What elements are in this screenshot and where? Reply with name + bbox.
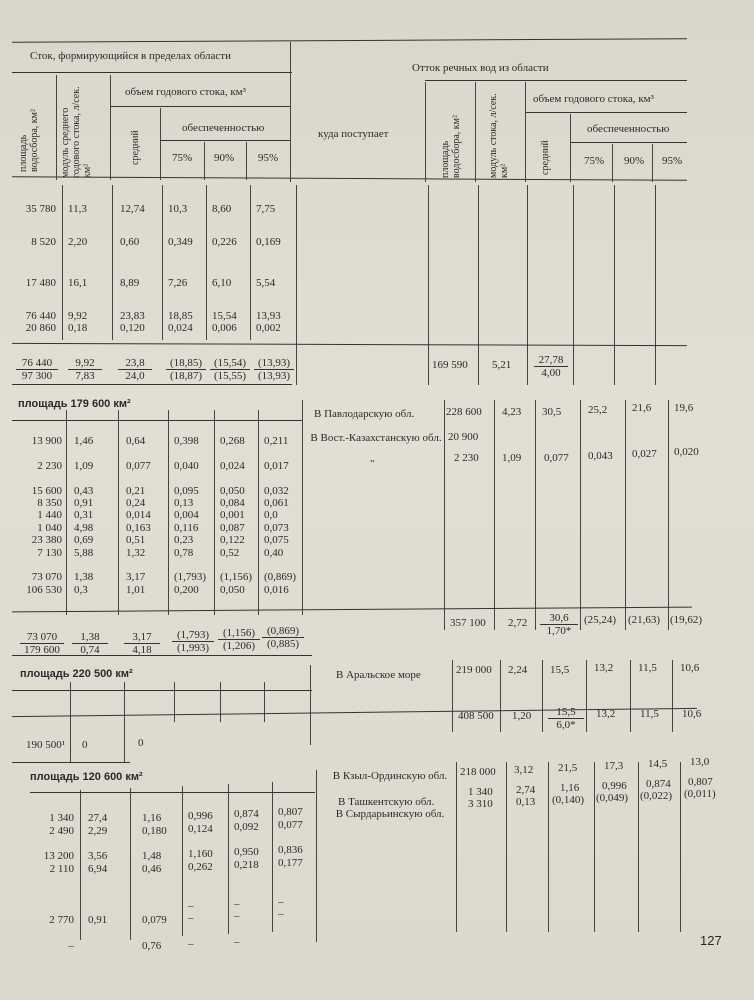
b1-out-area: 169 590 bbox=[432, 359, 468, 371]
b4-mean-column: 1,16 0,180 1,48 0,46 0,079 0,76 bbox=[142, 812, 167, 952]
b4-o-p95-3: (0,011) bbox=[684, 788, 716, 800]
col-rule bbox=[652, 144, 653, 182]
b1-p75-4: 18,85 bbox=[168, 310, 193, 322]
b1-total-p95: (13,93) (13,93) bbox=[254, 357, 294, 382]
col-rule bbox=[655, 185, 656, 385]
b4-o-p90-1: 14,5 bbox=[648, 758, 668, 770]
b2-p90-column: 0,268 0,024 0,050 0,084 0,001 0,087 0,122 0,52 (1,156) 0,050 bbox=[220, 435, 253, 596]
b1-area-4: 76 440 bbox=[25, 310, 56, 322]
header-rule-3 bbox=[160, 140, 290, 141]
b2-total-mean: 3,17 4,18 bbox=[124, 631, 160, 656]
col-rule bbox=[625, 400, 626, 630]
b1-p75-3: 7,26 bbox=[168, 277, 188, 289]
table-top-rule bbox=[12, 38, 687, 43]
col-rule bbox=[264, 682, 265, 722]
b1-bottom-rule bbox=[12, 384, 292, 385]
col-rule bbox=[527, 185, 528, 385]
col-rule bbox=[62, 185, 63, 340]
header-right-group: Отток речных вод из области bbox=[412, 62, 549, 74]
b4-dest-1: В Кзыл-Ординскую обл. bbox=[332, 770, 448, 782]
header-rule-1b bbox=[425, 80, 687, 81]
b1-mod-1: 11,3 bbox=[68, 203, 87, 215]
b1-total-mean: 23,8 24,0 bbox=[118, 357, 152, 382]
col-rule bbox=[316, 770, 317, 942]
b3-o-area: 219 000 bbox=[456, 664, 492, 676]
b1-total-p75: (18,85) (18,87) bbox=[166, 357, 206, 382]
col-rule bbox=[638, 762, 639, 932]
b3-title: площадь 220 500 км² bbox=[20, 668, 133, 680]
b1-p90-3: 6,10 bbox=[212, 277, 232, 289]
b1-p90-5: 0,006 bbox=[212, 322, 237, 334]
b1-mean-4: 23,83 bbox=[120, 310, 145, 322]
col-rule bbox=[66, 410, 67, 615]
b2-o-p95-2: 0,020 bbox=[674, 446, 699, 458]
b3-bottom-rule bbox=[12, 762, 130, 763]
col-rule bbox=[228, 784, 229, 934]
b1-out-mean: 27,78 4,00 bbox=[534, 354, 568, 379]
col-rule bbox=[452, 660, 453, 732]
col-rule bbox=[214, 410, 215, 615]
b3-t-out-mean: 15,5 6,0* bbox=[548, 706, 584, 731]
col-rule bbox=[258, 410, 259, 615]
b2-o-area-1: 228 600 bbox=[446, 406, 482, 418]
b2-dest-3: " bbox=[370, 458, 375, 470]
b4-o-area-2: 1 340 bbox=[468, 786, 493, 798]
col-rule bbox=[296, 185, 297, 385]
b2-o-p90-2: 0,027 bbox=[632, 448, 657, 460]
col-rule bbox=[594, 762, 595, 932]
b4-dest-2: В Ташкентскую обл. bbox=[338, 796, 435, 808]
b4-o-mod-3: 0,13 bbox=[516, 796, 536, 808]
b4-o-p75-1: 17,3 bbox=[604, 760, 624, 772]
b3-t-out-area: 408 500 bbox=[458, 710, 494, 722]
b2-mod-column: 1,46 1,09 0,43 0,91 0,31 4,98 0,69 5,88 1,38 0,3 bbox=[74, 435, 94, 596]
b1-p90-1: 8,60 bbox=[212, 203, 232, 215]
b3-top-rule bbox=[12, 690, 312, 691]
col-rule bbox=[272, 782, 273, 932]
col-rule bbox=[290, 42, 291, 182]
b3-row-mod: 0 bbox=[82, 739, 88, 751]
b3-o-mean: 15,5 bbox=[550, 664, 570, 676]
b4-o-p90-3: (0,022) bbox=[640, 790, 673, 802]
col-rule bbox=[182, 786, 183, 936]
b2-o-area-3: 2 230 bbox=[454, 452, 479, 464]
b4-o-mean-1: 21,5 bbox=[558, 762, 578, 774]
b1-area-3: 17 480 bbox=[25, 277, 56, 289]
col-rule bbox=[160, 108, 161, 180]
b2-t-out-p95: (19,62) bbox=[670, 614, 703, 626]
col-rule bbox=[310, 665, 311, 745]
header-p95-left: 95% bbox=[258, 152, 279, 164]
header-modulus-right: модуль стока, л/сек. км² bbox=[488, 93, 510, 178]
b3-o-p95: 10,6 bbox=[680, 662, 700, 674]
b2-o-p95-1: 19,6 bbox=[674, 402, 694, 414]
col-rule bbox=[302, 400, 303, 615]
b3-o-mod: 2,24 bbox=[508, 664, 528, 676]
col-rule bbox=[220, 682, 221, 722]
b2-o-mod-1: 4,23 bbox=[502, 406, 522, 418]
col-rule bbox=[500, 660, 501, 732]
header-p75-right: 75% bbox=[584, 155, 605, 167]
b1-mean-5: 0,120 bbox=[120, 322, 145, 334]
b2-total-mod: 1,38 0,74 bbox=[72, 631, 108, 656]
b2-t-out-area: 357 100 bbox=[450, 617, 486, 629]
b1-p75-1: 10,3 bbox=[168, 203, 188, 215]
b1-p95-1: 7,75 bbox=[256, 203, 276, 215]
header-bottom-rule bbox=[12, 176, 687, 181]
b4-o-mean-2: 1,16 bbox=[560, 782, 580, 794]
b2-o-area-2: 20 900 bbox=[448, 431, 479, 443]
b2-total-p95: (0,869) (0,885) bbox=[262, 625, 304, 650]
b1-mean-2: 0,60 bbox=[120, 236, 140, 248]
col-rule bbox=[680, 762, 681, 932]
header-mean-right: средний bbox=[540, 140, 551, 175]
col-rule bbox=[668, 400, 669, 630]
b4-p90-column: 0,874 0,092 0,950 0,218 – – – bbox=[234, 808, 259, 948]
col-rule bbox=[112, 185, 113, 340]
col-rule bbox=[525, 82, 526, 182]
header-area-right: площадь водосбора, км² bbox=[440, 115, 462, 178]
b2-total-p75: (1,793) (1,993) bbox=[172, 629, 214, 654]
b1-mean-1: 12,74 bbox=[120, 203, 145, 215]
b4-p95-column: 0,807 0,077 0,836 0,177 – – bbox=[278, 806, 303, 921]
header-rule-3b bbox=[570, 142, 687, 143]
b1-p95-4: 13,93 bbox=[256, 310, 281, 322]
header-p90-left: 90% bbox=[214, 152, 235, 164]
col-rule bbox=[456, 762, 457, 932]
b2-title: площадь 179 600 км² bbox=[18, 398, 131, 410]
b1-mod-3: 16,1 bbox=[68, 277, 88, 289]
b1-mod-4: 9,92 bbox=[68, 310, 88, 322]
col-rule bbox=[630, 660, 631, 732]
b2-p95-column: 0,211 0,017 0,032 0,061 0,0 0,073 0,075 0,40 (0,869) 0,016 bbox=[264, 435, 297, 596]
b2-total-rule bbox=[12, 607, 692, 613]
col-rule bbox=[586, 660, 587, 732]
col-rule bbox=[425, 82, 426, 182]
col-rule bbox=[478, 185, 479, 385]
b4-title: площадь 120 600 км² bbox=[30, 771, 143, 783]
b1-total-p90: (15,54) (15,55) bbox=[210, 357, 250, 382]
header-volume-left: объем годового стока, км³ bbox=[125, 86, 246, 98]
b2-t-out-p75: (25,24) bbox=[584, 614, 617, 626]
b2-bottom-rule bbox=[12, 655, 312, 656]
col-rule bbox=[118, 410, 119, 615]
col-rule bbox=[56, 75, 57, 180]
col-rule bbox=[206, 185, 207, 340]
b2-dest-1: В Павлодарскую обл. bbox=[314, 408, 415, 420]
col-rule bbox=[612, 144, 613, 182]
header-security-right: обеспеченностью bbox=[587, 123, 670, 135]
b1-p95-3: 5,54 bbox=[256, 277, 276, 289]
col-rule bbox=[70, 682, 71, 762]
b3-t-out-p75: 13,2 bbox=[596, 708, 616, 720]
col-rule bbox=[204, 142, 205, 180]
b4-o-mean-3: (0,140) bbox=[552, 794, 585, 806]
header-security-left: обеспеченностью bbox=[182, 122, 265, 134]
b1-out-mod: 5,21 bbox=[492, 359, 512, 371]
col-rule bbox=[614, 185, 615, 385]
header-rule-1 bbox=[12, 72, 292, 73]
col-rule bbox=[494, 400, 495, 630]
header-p75-left: 75% bbox=[172, 152, 193, 164]
b1-area-2: 8 520 bbox=[31, 236, 56, 248]
col-rule bbox=[162, 185, 163, 340]
b2-p75-column: 0,398 0,040 0,095 0,13 0,004 0,116 0,23 0,78 (1,793) 0,200 bbox=[174, 435, 207, 596]
header-area-left: площадь водосбора, км² bbox=[18, 109, 40, 172]
b1-p90-4: 15,54 bbox=[212, 310, 237, 322]
b4-o-mod-2: 2,74 bbox=[516, 784, 536, 796]
col-rule bbox=[250, 185, 251, 340]
b4-o-p75-2: 0,996 bbox=[602, 780, 627, 792]
b4-o-p95-2: 0,807 bbox=[688, 776, 713, 788]
b2-dest-2: В Вост.-Казахстанскую обл. bbox=[310, 432, 442, 444]
b1-p95-2: 0,169 bbox=[256, 236, 281, 248]
col-rule bbox=[168, 410, 169, 615]
b1-area-1: 35 780 bbox=[25, 203, 56, 215]
col-rule bbox=[110, 75, 111, 180]
b4-o-p95-1: 13,0 bbox=[690, 756, 710, 768]
b4-o-area-1: 218 000 bbox=[460, 766, 496, 778]
b1-area-5: 20 860 bbox=[25, 322, 56, 334]
b2-total-p90: (1,156) (1,206) bbox=[218, 627, 260, 652]
b2-o-p90-1: 21,6 bbox=[632, 402, 652, 414]
col-rule bbox=[475, 82, 476, 182]
b4-area-column: 1 340 2 490 13 200 2 110 2 770 – bbox=[43, 812, 74, 952]
b1-mod-5: 0,18 bbox=[68, 322, 88, 334]
col-rule bbox=[570, 114, 571, 182]
col-rule bbox=[506, 762, 507, 932]
col-rule bbox=[80, 790, 81, 940]
b3-mid-rule bbox=[12, 708, 697, 717]
col-rule bbox=[174, 682, 175, 722]
col-rule bbox=[124, 682, 125, 762]
b1-total-mod: 9,92 7,83 bbox=[68, 357, 102, 382]
header-volume-right: объем годового стока, км³ bbox=[533, 93, 654, 105]
b3-t-out-p95: 10,6 bbox=[682, 708, 702, 720]
b1-total-rule bbox=[12, 343, 687, 346]
b2-t-out-mean: 30,6 1,70* bbox=[540, 612, 578, 637]
b3-o-p90: 11,5 bbox=[638, 662, 657, 674]
b1-p90-2: 0,226 bbox=[212, 236, 237, 248]
b2-o-mean-1: 30,5 bbox=[542, 406, 562, 418]
header-p95-right: 95% bbox=[662, 155, 683, 167]
header-destination: куда поступает bbox=[318, 128, 389, 140]
header-rule-2b bbox=[525, 112, 687, 113]
b4-dest-3: В Сырдарьинскую обл. bbox=[335, 808, 445, 820]
b1-mod-2: 2,20 bbox=[68, 236, 88, 248]
col-rule bbox=[535, 400, 536, 630]
header-mean-left: средний bbox=[130, 130, 141, 165]
b2-o-p75-1: 25,2 bbox=[588, 404, 608, 416]
col-rule bbox=[130, 788, 131, 940]
b4-mod-column: 27,4 2,29 3,56 6,94 0,91 bbox=[88, 812, 108, 927]
header-left-group: Сток, формирующийся в пределах области bbox=[30, 50, 231, 62]
b2-area-column: 13 900 2 230 15 600 8 350 1 440 1 040 23 380 7 130 73 070 106 530 bbox=[26, 435, 62, 596]
b1-p75-5: 0,024 bbox=[168, 322, 193, 334]
b2-mean-column: 0,64 0,077 0,21 0,24 0,014 0,163 0,51 1,32 3,17 1,01 bbox=[126, 435, 151, 596]
b2-o-p75-2: 0,043 bbox=[588, 450, 613, 462]
b4-o-p90-2: 0,874 bbox=[646, 778, 671, 790]
b3-o-p75: 13,2 bbox=[594, 662, 614, 674]
b2-t-out-mod: 2,72 bbox=[508, 617, 528, 629]
b3-dest: В Аральское море bbox=[336, 669, 421, 681]
header-p90-right: 90% bbox=[624, 155, 645, 167]
b1-mean-3: 8,89 bbox=[120, 277, 140, 289]
b2-o-mean-2: 0,077 bbox=[544, 452, 569, 464]
b1-p75-2: 0,349 bbox=[168, 236, 193, 248]
b3-row-area: 190 500¹ bbox=[26, 739, 66, 751]
header-rule-2 bbox=[110, 106, 290, 107]
col-rule bbox=[246, 142, 247, 180]
col-rule bbox=[428, 185, 429, 385]
b3-t-out-p90: 11,5 bbox=[640, 708, 659, 720]
col-rule bbox=[548, 762, 549, 932]
b3-row-mean: 0 bbox=[138, 737, 144, 749]
col-rule bbox=[672, 660, 673, 732]
b2-t-out-p90: (21,63) bbox=[628, 614, 661, 626]
b4-o-p75-3: (0,049) bbox=[596, 792, 629, 804]
page-number: 127 bbox=[700, 933, 722, 948]
b1-total-area: 76 440 97 300 bbox=[16, 357, 58, 382]
b1-p95-5: 0,002 bbox=[256, 322, 281, 334]
b3-t-out-mod: 1,20 bbox=[512, 710, 532, 722]
b2-o-mod-2: 1,09 bbox=[502, 452, 522, 464]
col-rule bbox=[573, 185, 574, 385]
b4-p75-column: 0,996 0,124 1,160 0,262 – – – bbox=[188, 810, 213, 950]
col-rule bbox=[542, 660, 543, 732]
b2-total-area: 73 070 179 600 bbox=[20, 631, 64, 656]
col-rule bbox=[444, 400, 445, 630]
header-modulus-left: модуль среднего годового стока, л/сек. км² bbox=[60, 86, 93, 178]
b4-o-mod-1: 3,12 bbox=[514, 764, 534, 776]
col-rule bbox=[580, 400, 581, 630]
b4-o-area-3: 3 310 bbox=[468, 798, 493, 810]
